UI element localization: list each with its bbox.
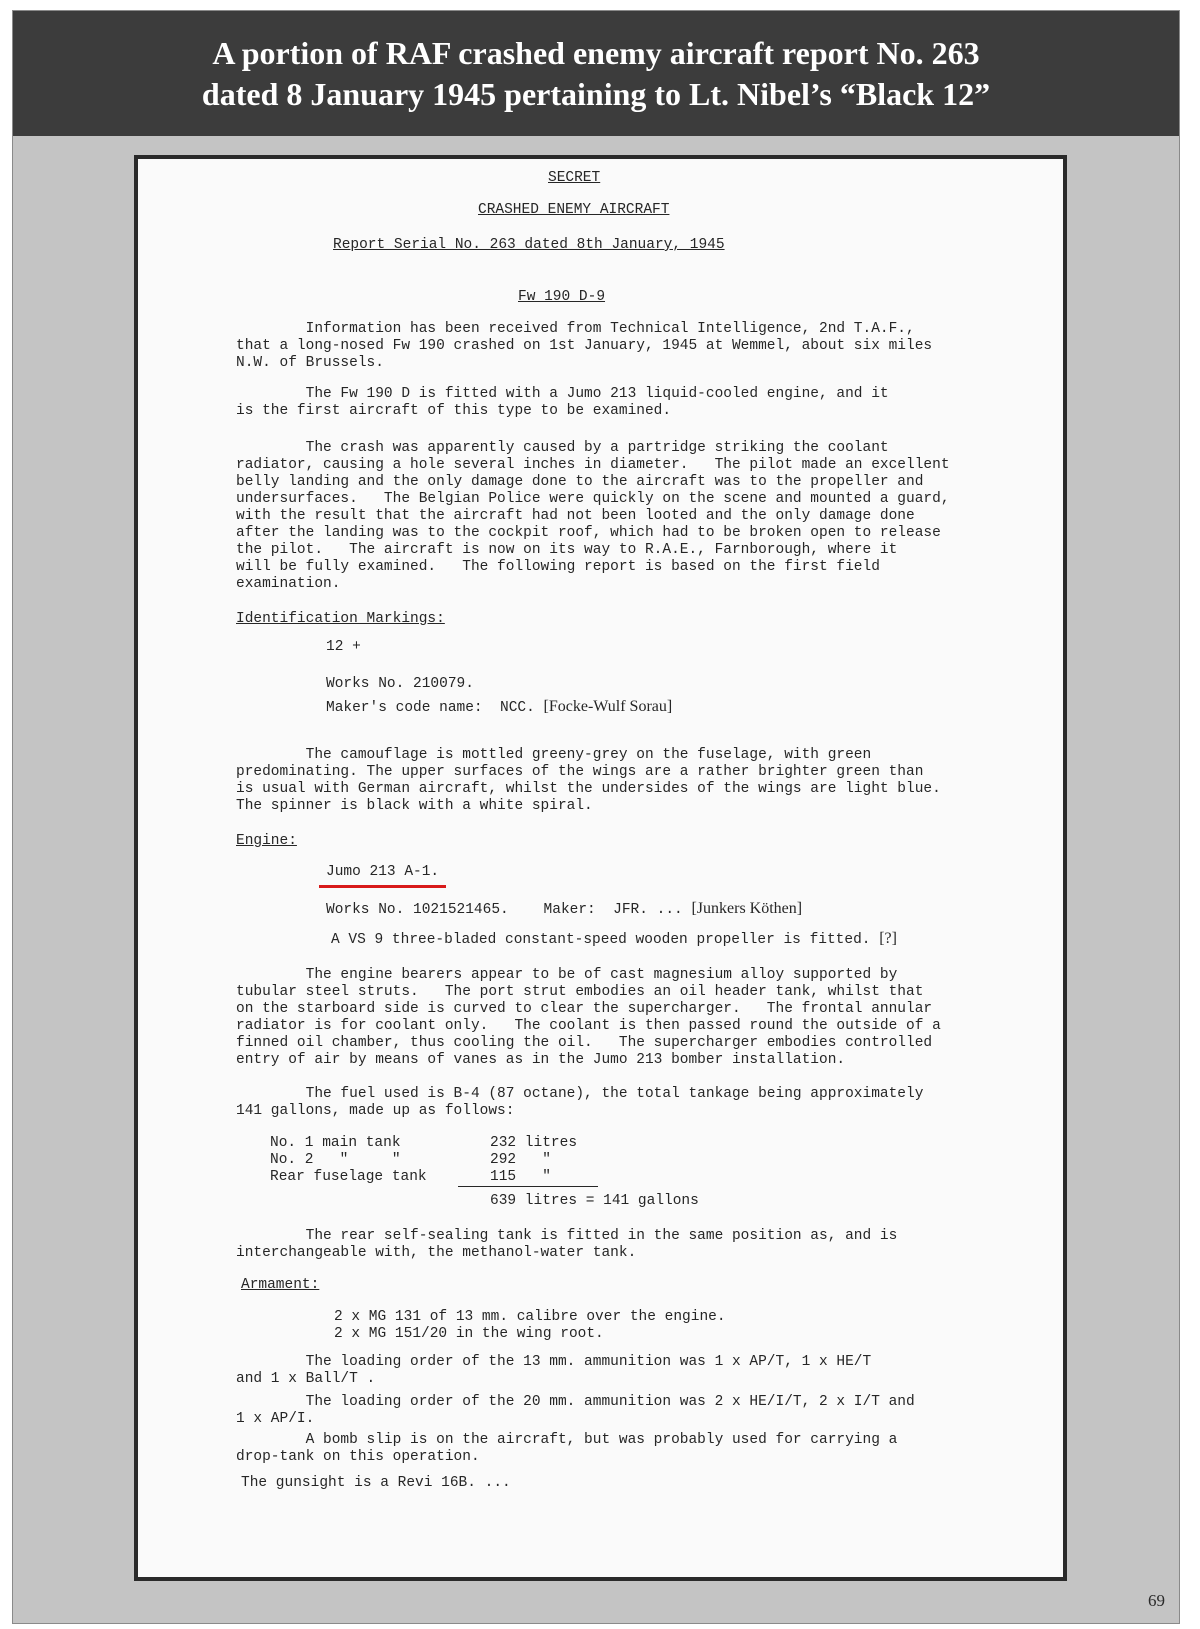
aircraft-marking: 12 + — [326, 639, 361, 655]
tank-amount: 292 " — [490, 1152, 551, 1168]
red-underline — [319, 885, 446, 888]
para-line: is the first aircraft of this type to be examined. — [236, 403, 672, 419]
book-page — [12, 10, 1180, 1624]
page-number: 69 — [1148, 1591, 1165, 1610]
para-line: The engine bearers appear to be of cast magnesium alloy supported by — [236, 967, 898, 983]
armament-item: 2 x MG 131 of 13 mm. calibre over the engine. — [334, 1309, 726, 1325]
para-line: The camouflage is mottled greeny-grey on the fuselage, with green — [236, 747, 872, 763]
propeller-text: A VS 9 three-bladed constant-speed wooden propeller is fitted. — [331, 932, 871, 948]
para-line: the pilot. The aircraft is now on its way to R.A.E., Farnborough, where it — [236, 542, 898, 558]
para-line: A bomb slip is on the aircraft, but was probably used for carrying a — [236, 1432, 898, 1448]
banner-line-2: dated 8 January 1945 pertaining to Lt. Nibel’s “Black 12” — [201, 75, 991, 112]
para-line: The rear self-sealing tank is fitted in the same position as, and is — [236, 1228, 898, 1244]
propeller-note: [?] — [879, 930, 897, 947]
para-line: radiator, causing a hole several inches in diameter. The pilot made an excellent — [236, 457, 950, 473]
report-heading: CRASHED ENEMY AIRCRAFT — [478, 202, 670, 218]
para-line: undersurfaces. The Belgian Police were quickly on the scene and mounted a guard, — [236, 491, 950, 507]
para-line: on the starboard side is curved to clear the supercharger. The frontal annular — [236, 1001, 933, 1017]
para-line: The fuel used is B-4 (87 octane), the total tankage being approximately — [236, 1086, 924, 1102]
title-banner — [13, 11, 1179, 136]
tank-name: No. 1 main tank — [270, 1135, 401, 1151]
para-line: N.W. of Brussels. — [236, 355, 384, 371]
para-line: drop-tank on this operation. — [236, 1449, 480, 1465]
para-line: belly landing and the only damage done to the aircraft was to the propeller and — [236, 474, 924, 490]
para-line: after the landing was to the cockpit roof, which had to be broken open to release — [236, 525, 941, 541]
para-line: radiator is for coolant only. The coolant is then passed round the outside of a — [236, 1018, 941, 1034]
para-line: with the result that the aircraft had not been looted and the only damage done — [236, 508, 915, 524]
para-line: examination. — [236, 576, 341, 592]
para-line: predominating. The upper surfaces of the wings are a rather brighter green than — [236, 764, 924, 780]
tank-name: No. 2 " " — [270, 1152, 401, 1168]
engine-works — [326, 900, 802, 919]
para-line: that a long-nosed Fw 190 crashed on 1st January, 1945 at Wemmel, about six miles — [236, 338, 933, 354]
maker-note: [Focke-Wulf Sorau] — [543, 698, 673, 715]
para-line: Information has been received from Technical Intelligence, 2nd T.A.F., — [236, 321, 915, 337]
engine-type: Jumo 213 A-1. — [326, 864, 440, 880]
armament-heading: Armament: — [241, 1277, 320, 1293]
para-line: The loading order of the 20 mm. ammunition was 2 x HE/I/T, 2 x I/T and — [236, 1394, 915, 1410]
tank-amount: 232 litres — [490, 1135, 578, 1151]
identification-heading: Identification Markings: — [236, 611, 445, 627]
works-number: Works No. 210079. — [326, 676, 474, 692]
para-line: tubular steel struts. The port strut embodies an oil header tank, whilst that — [236, 984, 924, 1000]
armament-item: 2 x MG 151/20 in the wing root. — [334, 1326, 604, 1342]
tank-total: 639 litres = 141 gallons — [490, 1193, 699, 1209]
para-line: will be fully examined. The following report is based on the first field — [236, 559, 880, 575]
para-line: entry of air by means of vanes as in the Jumo 213 bomber installation. — [236, 1052, 846, 1068]
para-line: interchangeable with, the methanol-water tank. — [236, 1245, 637, 1261]
para-line: finned oil chamber, thus cooling the oil. The supercharger embodies controlled — [236, 1035, 933, 1051]
para-line: and 1 x Ball/T . — [236, 1371, 376, 1387]
aircraft-type: Fw 190 D-9 — [518, 289, 606, 305]
banner-line-1: A portion of RAF crashed enemy aircraft report No. 263 — [212, 34, 980, 71]
para-line: 141 gallons, made up as follows: — [236, 1103, 515, 1119]
para-line: The loading order of the 13 mm. ammunition was 1 x AP/T, 1 x HE/T — [236, 1354, 872, 1370]
maker-code — [326, 698, 672, 717]
engine-works-text: Works No. 1021521465. Maker: JFR. ... — [326, 902, 683, 918]
classification: SECRET — [548, 170, 601, 186]
report-document — [134, 155, 1067, 1581]
total-rule — [458, 1186, 598, 1187]
para-line: 1 x AP/I. — [236, 1411, 315, 1427]
tank-amount: 115 " — [490, 1169, 551, 1185]
para-line: The Fw 190 D is fitted with a Jumo 213 liquid-cooled engine, and it — [236, 386, 889, 402]
para-line: is usual with German aircraft, whilst the undersides of the wings are light blue. — [236, 781, 941, 797]
gunsight-line: The gunsight is a Revi 16B. ... — [241, 1475, 511, 1491]
propeller-line — [331, 930, 897, 949]
tank-name: Rear fuselage tank — [270, 1169, 427, 1185]
para-line: The crash was apparently caused by a partridge striking the coolant — [236, 440, 889, 456]
engine-heading: Engine: — [236, 833, 297, 849]
maker-code-text: Maker's code name: NCC. — [326, 700, 535, 716]
para-line: The spinner is black with a white spiral. — [236, 798, 593, 814]
report-serial: Report Serial No. 263 dated 8th January, 1945 — [333, 237, 725, 253]
engine-maker-note: [Junkers Köthen] — [691, 900, 803, 917]
